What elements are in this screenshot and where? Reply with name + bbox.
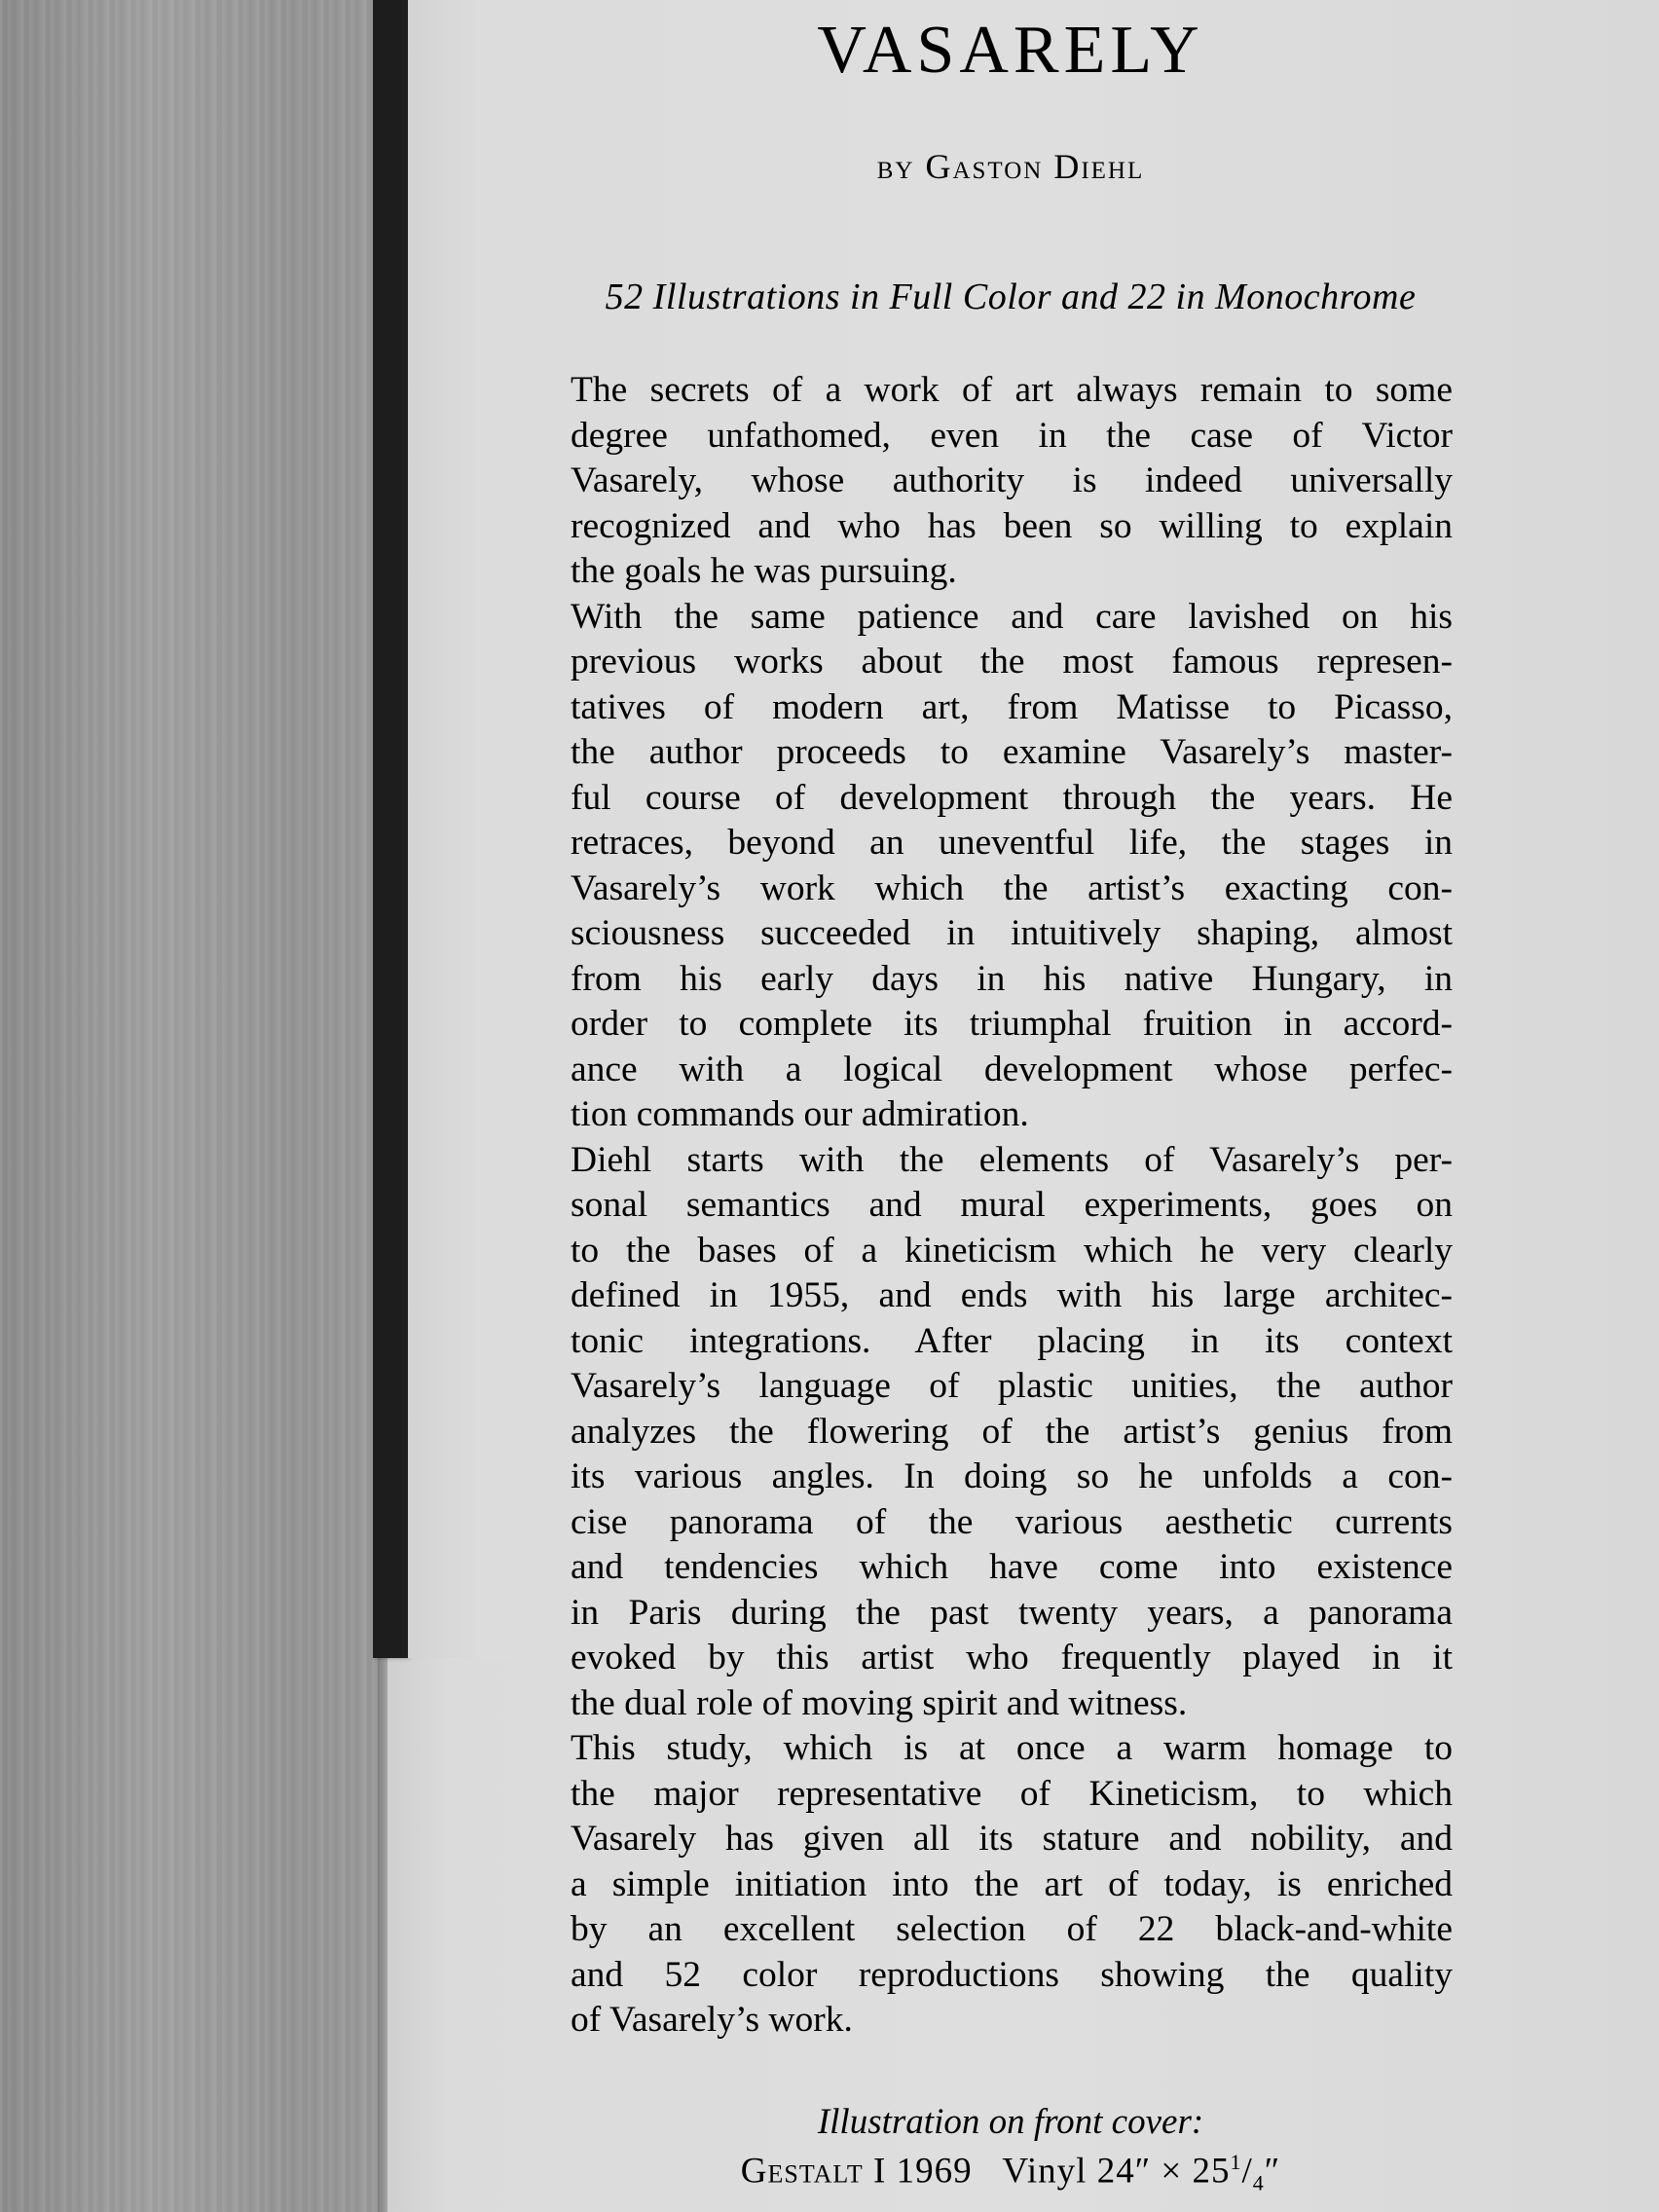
text-line: sciousness succeeded in intuitively shaping, almost [571,913,1453,953]
text-line: order to complete its triumphal fruition in accord- [571,1004,1453,1044]
cover-illustration-credit: Gestalt I 1969 Vinyl $24'' \times 25^1/_4''$ [740,2150,1281,2195]
text-line: a simple initiation into the art of today, is enriched [571,1863,1453,1904]
text-line: tonic integrations. After placing in its context [571,1320,1453,1361]
text-line: Vasarely’s work which the artist’s exacting con- [571,867,1453,908]
artwork-details: Vinyl 24″ × 25 [1002,2151,1231,2192]
text-line: to the bases of a kineticism which he very clearly [571,1230,1453,1271]
text-line: tion commands our admiration. [571,1094,1029,1134]
text-line: Vasarely’s language of plastic unities, the author [571,1366,1453,1406]
text-line: Vasarely, whose authority is indeed universally [571,461,1453,500]
text-line: sonal semantics and mural experiments, goes on [571,1185,1453,1225]
text-line: Vasarely has given all its stature and nobility, and [571,1819,1453,1859]
text-line: and tendencies which have come into existence [571,1547,1453,1587]
text-line: degree unfathomed, even in the case of Victor [571,415,1453,456]
text-line: tatives of modern art, from Matisse to Picasso, [571,686,1453,727]
text-line: the major representative of Kineticism, to which [571,1773,1453,1814]
text-line: defined in 1955, and ends with his large architec- [571,1275,1453,1315]
text-line: the author proceeds to examine Vasarely’s master- [571,732,1453,772]
inch-mark: ″ [1264,2151,1281,2192]
cover-illustration-label: Illustration on front cover: [817,2102,1204,2142]
illustrations-subtitle: 52 Illustrations in Full Color and 22 in Monochrome [605,276,1417,317]
text-line: of Vasarely’s work. [571,2000,853,2040]
text-line: by an excellent selection of 22 black-and-white [571,1909,1453,1949]
text-line: the goals he was pursuing. [571,551,957,591]
text-line: Diehl starts with the elements of Vasarely’s per- [571,1139,1453,1180]
text-line: previous works about the most famous represen- [571,642,1453,682]
wooden-surface [0,0,389,2212]
flap-description [571,368,1453,2044]
text-line: ful course of development through the years. He [571,777,1453,818]
text-line: its various angles. In doing so he unfolds a con- [571,1456,1453,1496]
fraction-denominator: 4 [1252,2170,1265,2195]
text-line: and 52 color reproductions showing the quality [571,1954,1453,1995]
text-line: ance with a logical development whose perfec- [571,1049,1453,1089]
text-line: The secrets of a work of art always remain to some [571,370,1453,410]
book-spine-edge [373,0,408,1658]
text-line: the dual role of moving spirit and witness. [571,1682,1188,1723]
artwork-title: Gestalt I 1969 [740,2151,973,2192]
text-line: recognized and who has been so willing to explain [571,505,1453,546]
author-byline: by Gaston Diehl [876,147,1145,186]
book-title: VASARELY [817,13,1204,88]
fraction-numerator: 1 [1230,2150,1242,2174]
text-line: in Paris during the past twenty years, a panorama [571,1592,1453,1633]
text-line: analyzes the flowering of the artist’s genius from [571,1411,1453,1452]
text-line: This study, which is at once a warm homage to [571,1728,1453,1768]
text-line: evoked by this artist who frequently played in it [571,1638,1453,1677]
text-line: from his early days in his native Hungary, in [571,958,1453,999]
text-line: retraces, beyond an uneventful life, the stages in [571,823,1453,863]
text-line: With the same patience and care lavished on his [571,596,1453,637]
text-line: cise panorama of the various aesthetic currents [571,1501,1453,1542]
